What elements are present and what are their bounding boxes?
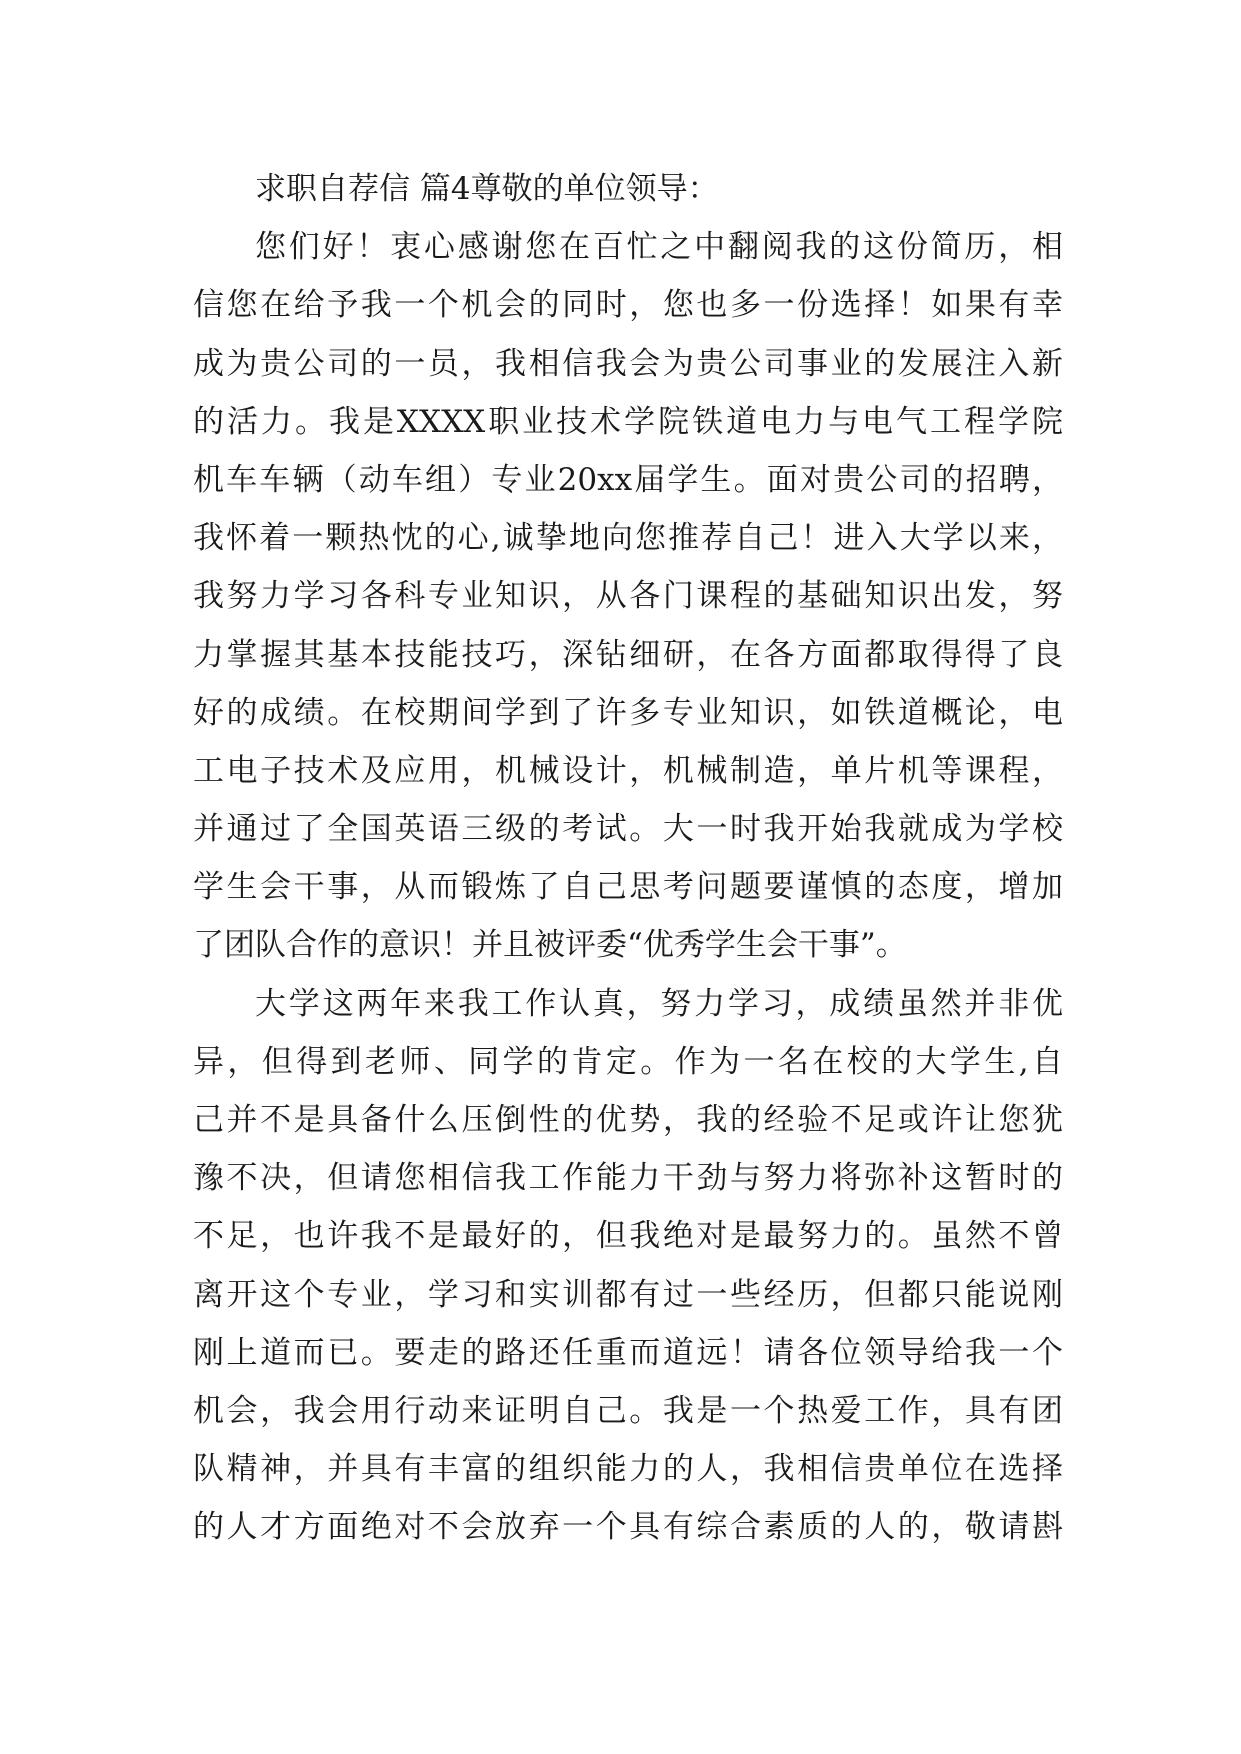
text-line: 机车车辆（动车组）专业20xx届学生。面对贵公司的招聘， (193, 461, 1063, 498)
text-line: 豫不决，但请您相信我工作能力干劲与努力将弥补这暂时的 (193, 1160, 1063, 1197)
text-line: 己并不是具备什么压倒性的优势，我的经验不足或许让您犹 (193, 1102, 1063, 1138)
text-line: 成为贵公司的一员，我相信我会为贵公司事业的发展注入新 (193, 345, 1063, 382)
text-line: 不足，也许我不是最好的，但我绝对是最努力的。虽然不曾 (193, 1218, 1063, 1255)
text-line: 大学这两年来我工作认真，努力学习，成绩虽然并非优 (255, 985, 1063, 1022)
text-line: 队精神，并具有丰富的组织能力的人，我相信贵单位在选择 (193, 1451, 1063, 1488)
text-line: 机会，我会用行动来证明自己。我是一个热爱工作，具有团 (193, 1392, 1063, 1429)
text-line: 的人才方面绝对不会放弃一个具有综合素质的人的，敬请斟 (193, 1509, 1063, 1546)
text-line: 刚上道而已。要走的路还任重而道远！请各位领导给我一个 (193, 1334, 1063, 1371)
text-line: 您们好！衷心感谢您在百忙之中翻阅我的这份简历，相 (255, 229, 1063, 266)
text-line: 异，但得到老师、同学的肯定。作为一名在校的大学生,自 (193, 1043, 1063, 1080)
text-line: 信您在给予我一个机会的同时，您也多一份选择！如果有幸 (193, 287, 1063, 324)
text-line: 离开这个专业，学习和实训都有过一些经历，但都只能说刚 (193, 1276, 1063, 1313)
letter-body (193, 160, 1063, 1557)
text-line: 了团队合作的意识！并且被评委“优秀学生会干事”。 (193, 927, 907, 964)
text-line: 力掌握其基本技能技巧，深钻细研，在各方面都取得得了良 (193, 636, 1063, 673)
letter-heading-line: 求职自荐信 篇4尊敬的单位领导： (255, 171, 719, 207)
text-line: 好的成绩。在校期间学到了许多专业知识，如铁道概论，电 (193, 694, 1063, 731)
text-line: 工电子技术及应用，机械设计，机械制造，单片机等课程， (193, 752, 1063, 789)
text-line: 并通过了全国英语三级的考试。大一时我开始我就成为学校 (193, 811, 1063, 848)
text-line: 我努力学习各科专业知识，从各门课程的基础知识出发，努 (193, 578, 1063, 615)
text-line: 学生会干事，从而锻炼了自己思考问题要谨慎的态度，增加 (193, 869, 1063, 906)
text-line: 我怀着一颗热忱的心,诚挚地向您推荐自己！进入大学以来， (193, 520, 1063, 557)
text-line: 的活力。我是XXXX职业技术学院铁道电力与电气工程学院 (193, 403, 1063, 440)
